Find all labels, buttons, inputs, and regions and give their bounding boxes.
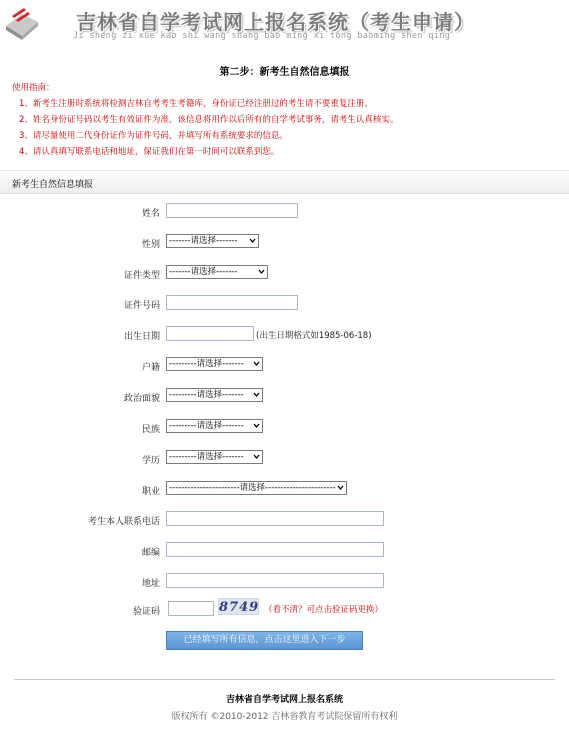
zip-code-input[interactable] <box>166 542 384 557</box>
system-subtitle-pinyin: Ji sheng zi xue kao shi wang shang bao ming xi tong baoming shen qing <box>73 31 451 41</box>
zip-code-label: 邮编 <box>141 548 160 558</box>
hukou-select-value: ---------请选择------- <box>169 359 244 369</box>
captcha-input[interactable] <box>168 601 214 616</box>
education-label: 学历 <box>141 456 160 466</box>
footer-divider <box>14 679 555 680</box>
hukou-label: 户籍 <box>141 363 160 373</box>
name-label: 姓名 <box>141 209 160 219</box>
hukou-select[interactable] <box>166 357 263 371</box>
chevron-down-icon <box>253 453 260 460</box>
address-input[interactable] <box>166 573 384 588</box>
political-status-label: 政治面貌 <box>123 394 160 404</box>
ethnicity-select[interactable] <box>166 419 263 433</box>
page-title: 第二步：新考生自然信息填报 <box>219 67 350 78</box>
ethnicity-select-value: ---------请选择------- <box>169 421 244 431</box>
guide-item-4: 4、请认真填写联系电话和地址，保证我们在第一时间可以联系到您。 <box>19 147 280 157</box>
chevron-down-icon <box>258 268 265 275</box>
chevron-down-icon <box>253 422 260 429</box>
birth-date-input[interactable] <box>166 326 254 341</box>
phone-label: 考生本人联系电话 <box>87 517 160 527</box>
chevron-down-icon <box>337 484 344 491</box>
political-status-select[interactable] <box>166 388 263 402</box>
birth-date-format-hint: (出生日期格式如1985-06-18) <box>256 331 372 341</box>
chevron-down-icon <box>249 237 256 244</box>
footer-title: 吉林省自学考试网上报名系统 <box>225 695 343 705</box>
id-type-select-value: -------请选择------- <box>169 267 238 277</box>
gender-label: 性别 <box>141 240 160 250</box>
gender-select-value: -------请选择------- <box>169 236 238 246</box>
id-type-select[interactable] <box>166 265 268 279</box>
id-type-label: 证件类型 <box>123 271 160 281</box>
guide-item-1: 1、新考生注册时系统将检测吉林自考考生考籍库，身份证已经注册过的考生请不要重复注册。 <box>19 99 373 109</box>
guide-item-3: 3、请尽量使用二代身份证作为证件号码，并填写所有系统要求的信息。 <box>19 131 288 141</box>
occupation-label: 职业 <box>141 487 160 497</box>
birth-date-label: 出生日期 <box>123 332 160 342</box>
address-label: 地址 <box>141 579 160 589</box>
captcha-refresh-hint[interactable]: （看不清？可点击验证码更换） <box>264 605 384 615</box>
footer-copyright: 版权所有 ©2010-2012 吉林省教育考试院保留所有权利 <box>171 712 398 722</box>
political-status-select-value: ---------请选择------- <box>169 390 244 400</box>
id-number-input[interactable] <box>166 295 298 310</box>
education-select-value: ---------请选择------- <box>169 452 244 462</box>
captcha-image[interactable]: 8749 <box>219 600 260 615</box>
chevron-down-icon <box>253 391 260 398</box>
section-title: 新考生自然信息填报 <box>12 180 94 190</box>
occupation-select-value: -----------------------请选择----------------------- <box>169 483 336 493</box>
guide-heading: 使用指南： <box>12 83 55 93</box>
guide-item-2: 2、姓名身份证号码以考生有效证件为准，该信息将用作以后所有的自学考试事务，请考生认真核实。 <box>19 115 399 125</box>
occupation-select[interactable] <box>166 481 347 495</box>
ethnicity-label: 民族 <box>141 425 160 435</box>
education-select[interactable] <box>166 450 263 464</box>
phone-input[interactable] <box>166 511 384 526</box>
id-number-label: 证件号码 <box>123 301 160 311</box>
name-input[interactable] <box>166 203 298 218</box>
captcha-label: 验证码 <box>132 607 160 617</box>
chevron-down-icon <box>253 360 260 367</box>
next-step-button[interactable]: 已经填写所有信息，点击这里进入下一步 <box>166 631 363 650</box>
logo-book-icon <box>2 4 42 42</box>
system-title: 吉林省自学考试网上报名系统（考生申请） <box>76 10 475 34</box>
gender-select[interactable] <box>166 234 259 248</box>
